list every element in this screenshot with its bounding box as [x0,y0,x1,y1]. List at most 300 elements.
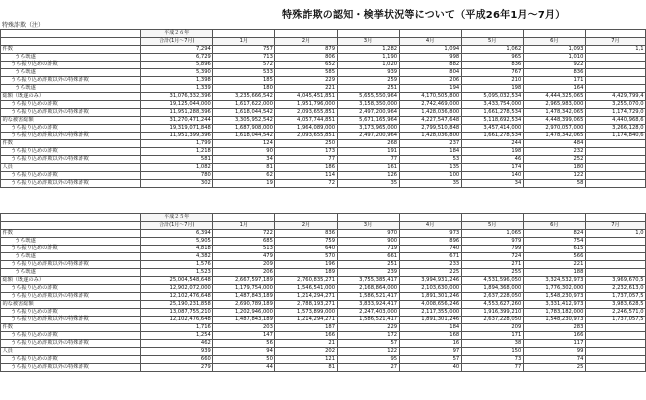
month-cell: 171 [461,332,523,340]
month-cell: 2,667,597,189 [213,277,275,285]
month-header: 5月 [461,221,523,229]
row-label: 人員 [1,348,141,356]
month-header: 1月 [213,221,275,229]
month-cell: 1,487,843,189 [213,316,275,324]
row-label: うち既遂 [1,85,141,93]
month-cell: 97 [399,348,461,356]
month-cell: 81 [213,164,275,172]
month-cell: 1,617,622,000 [213,101,275,109]
total-cell: 939 [141,348,213,356]
month-header: 4月 [399,221,461,229]
month-cell [585,69,645,77]
month-cell: 572 [213,61,275,69]
month-cell: 187 [275,324,337,332]
month-cell: 271 [461,261,523,269]
month-cell: 3,305,952,542 [213,116,275,124]
month-cell: 3,173,965,000 [337,124,399,132]
month-cell: 35 [337,179,399,187]
month-cell: 239 [337,269,399,277]
month-cell: 168 [399,332,461,340]
month-cell: 757 [213,45,275,53]
month-cell: 2,497,200,964 [337,108,399,116]
month-cell [585,164,645,172]
month-cell: 135 [399,164,461,172]
month-cell: 1,020 [337,61,399,69]
month-cell: 1,661,278,534 [461,132,523,140]
month-cell: 4,440,968,6 [585,116,645,124]
row-label: うち既遂 [1,253,141,261]
month-cell: 2,247,403,000 [337,308,399,316]
month-cell: 237 [399,140,461,148]
month-cell: 4,444,325,065 [523,93,585,101]
month-cell: 5,671,165,964 [337,116,399,124]
table-row [1,277,646,285]
month-header: 1月 [213,37,275,45]
month-cell: 46 [461,156,523,164]
month-cell: 2,690,789,189 [213,300,275,308]
month-cell: 2,970,057,000 [523,124,585,132]
month-cell: 1,546,541,000 [275,285,337,293]
table-row [1,269,646,277]
month-cell: 1,179,754,000 [213,285,275,293]
row-label: うち振り込めの詐欺 [1,332,141,340]
month-cell: 34 [213,156,275,164]
header-blank [399,30,461,38]
total-cell: 302 [141,179,213,187]
total-cell: 1,716 [141,324,213,332]
month-cell: 251 [337,261,399,269]
month-cell: 166 [275,332,337,340]
row-label: うち振り込め詐欺以外の特殊詐欺 [1,292,141,300]
row-label: 件数 [1,140,141,148]
month-cell: 180 [523,164,585,172]
month-cell: 147 [213,332,275,340]
header-blank [213,214,275,222]
month-cell: 4,057,744,851 [275,116,337,124]
row-label: うち振り込め詐欺以外の特殊詐欺 [1,179,141,187]
total-cell: 1,218 [141,148,213,156]
month-cell: 259 [337,77,399,85]
month-cell: 189 [275,269,337,277]
month-cell [585,156,645,164]
total-cell: 5,905 [141,237,213,245]
total-column-header: 合計(1月～7月) [141,221,213,229]
month-cell: 191 [337,148,399,156]
month-cell: 229 [275,77,337,85]
table-row [1,148,646,156]
month-cell: 2,497,200,964 [337,132,399,140]
month-cell: 2,965,983,000 [523,101,585,109]
month-cell: 1,776,302,000 [523,285,585,293]
month-cell: 1,1 [585,45,645,53]
table-row [1,93,646,101]
month-cell: 1,586,521,417 [337,316,399,324]
total-cell: 19,319,071,848 [141,124,213,132]
header-blank [461,30,523,38]
stats-table-2013 [0,213,646,372]
month-cell: 244 [461,140,523,148]
month-cell: 4,170,505,800 [399,93,461,101]
row-label: うち既遂 [1,237,141,245]
month-cell: 806 [275,53,337,61]
total-cell: 462 [141,340,213,348]
total-cell: 12,102,476,648 [141,316,213,324]
total-cell: 660 [141,356,213,364]
month-cell: 2,788,193,271 [275,300,337,308]
month-cell: 900 [337,237,399,245]
total-cell: 25,004,548,648 [141,277,213,285]
month-cell: 62 [213,172,275,180]
header-row [1,37,646,45]
header-blank [585,30,645,38]
table-row [1,108,646,116]
month-cell [585,148,645,156]
month-cell [585,253,645,261]
month-cell: 268 [337,140,399,148]
header-blank [399,214,461,222]
month-cell: 1,214,294,271 [275,316,337,324]
month-cell: 759 [275,237,337,245]
month-cell: 1,487,843,189 [213,292,275,300]
month-cell: 25 [523,363,585,371]
month-cell: 896 [399,237,461,245]
month-cell: 255 [461,269,523,277]
header-corner [1,214,141,222]
table-row [1,316,646,324]
total-cell: 5,390 [141,69,213,77]
total-cell: 1,398 [141,77,213,85]
row-label: うち振り込め詐欺以外の特殊詐欺 [1,132,141,140]
month-cell: 35 [399,179,461,187]
row-label: うち振り込めの詐欺 [1,245,141,253]
row-label: うち振り込め詐欺以外の特殊詐欺 [1,156,141,164]
table-row [1,340,646,348]
month-cell [585,363,645,371]
month-cell: 3,324,532,973 [523,277,585,285]
month-cell: 1,478,342,065 [523,132,585,140]
total-cell: 31,076,332,396 [141,93,213,101]
month-cell: 90 [213,148,275,156]
month-cell: 513 [213,245,275,253]
month-cell: 3,331,412,973 [523,300,585,308]
month-cell: 824 [523,229,585,237]
total-cell: 581 [141,156,213,164]
month-cell: 124 [213,140,275,148]
header-blank [213,30,275,38]
month-cell: 1,174,729,0 [585,108,645,116]
year-label: 平成２６年 [141,30,213,38]
month-cell: 5,095,032,534 [461,93,523,101]
month-cell: 194 [399,85,461,93]
total-cell: 1,082 [141,164,213,172]
month-cell [585,179,645,187]
row-label: うち既遂 [1,269,141,277]
month-cell: 2,637,228,050 [461,292,523,300]
month-cell: 252 [523,156,585,164]
total-cell: 25,190,231,858 [141,300,213,308]
total-cell: 1,523 [141,269,213,277]
month-cell [585,61,645,69]
header-blank [523,214,585,222]
month-cell: 1,0 [585,229,645,237]
month-cell: 2,742,469,000 [399,101,461,109]
month-cell: 117 [523,340,585,348]
month-cell: 250 [275,140,337,148]
month-cell: 4,008,656,246 [399,300,461,308]
row-label: うち振り込めの詐欺 [1,61,141,69]
month-cell: 2,799,510,848 [399,124,461,132]
table-row [1,332,646,340]
month-cell: 585 [275,69,337,77]
row-label: うち振り込めの詐欺 [1,148,141,156]
month-cell: 232 [523,148,585,156]
month-cell: 27 [337,363,399,371]
month-cell [585,324,645,332]
month-cell: 2,093,655,851 [275,108,337,116]
month-cell [585,77,645,85]
row-label: 人員 [1,164,141,172]
month-cell [585,269,645,277]
month-cell: 251 [337,85,399,93]
table-row [1,308,646,316]
month-cell: 799 [461,245,523,253]
month-cell: 882 [399,61,461,69]
row-label: うち振り込め詐欺以外の特殊詐欺 [1,316,141,324]
row-label: うち振り込めの詐欺 [1,356,141,364]
total-cell: 11,951,399,396 [141,132,213,140]
month-cell: 4,045,451,851 [275,93,337,101]
month-cell: 53 [399,156,461,164]
month-cell: 229 [337,324,399,332]
month-cell [585,85,645,93]
month-cell: 114 [275,172,337,180]
month-cell: 166 [523,332,585,340]
month-cell: 1,174,840,6 [585,132,645,140]
month-cell: 206 [399,77,461,85]
month-cell [585,348,645,356]
month-cell: 1,214,294,271 [275,292,337,300]
month-cell: 998 [399,53,461,61]
month-cell: 72 [275,179,337,187]
header-corner [1,30,141,38]
month-cell: 81 [275,363,337,371]
table-row [1,261,646,269]
month-cell: 56 [213,340,275,348]
month-cell: 180 [213,85,275,93]
month-cell: 126 [337,172,399,180]
month-cell: 1,190 [337,53,399,61]
total-cell: 6,729 [141,53,213,61]
month-cell: 16 [399,340,461,348]
table-row [1,124,646,132]
month-header: 2月 [275,37,337,45]
row-label: うち振り込めの詐欺 [1,124,141,132]
total-cell: 4,818 [141,245,213,253]
month-header: 4月 [399,37,461,45]
table-row [1,53,646,61]
month-cell: 661 [337,253,399,261]
month-cell: 184 [399,324,461,332]
table-row [1,348,646,356]
month-cell: 965 [461,53,523,61]
month-cell: 150 [461,348,523,356]
year-label: 平成２５年 [141,214,213,222]
month-cell: 1,891,301,246 [399,316,461,324]
month-cell: 283 [523,324,585,332]
table-row [1,45,646,53]
month-cell: 922 [523,61,585,69]
table-row [1,237,646,245]
month-cell: 671 [399,253,461,261]
month-cell: 50 [213,356,275,364]
month-cell: 1,737,057,5 [585,292,645,300]
total-column-header: 合計(1月～7月) [141,37,213,45]
row-label: うち振り込めの詐欺 [1,172,141,180]
month-cell: 652 [275,61,337,69]
month-cell: 1,478,342,065 [523,108,585,116]
month-cell: 233 [399,261,461,269]
month-cell [585,340,645,348]
month-cell: 484 [523,140,585,148]
month-cell: 121 [275,356,337,364]
month-cell: 570 [275,253,337,261]
month-cell: 203 [213,324,275,332]
month-cell: 221 [275,85,337,93]
month-cell: 5,655,550,964 [337,93,399,101]
month-cell: 4,553,627,260 [461,300,523,308]
total-cell: 7,294 [141,45,213,53]
header-corner [1,221,141,229]
month-cell: 3,266,128,0 [585,124,645,132]
row-label: 件数 [1,229,141,237]
month-cell [585,140,645,148]
month-cell: 5,118,692,534 [461,116,523,124]
table-row [1,324,646,332]
month-cell: 19 [213,179,275,187]
month-cell: 3,433,754,000 [461,101,523,109]
total-cell: 4,382 [141,253,213,261]
month-header: 3月 [337,221,399,229]
table-row [1,363,646,371]
month-cell: 1,618,044,542 [213,132,275,140]
month-cell: 2,637,228,050 [461,316,523,324]
month-cell: 1,891,301,246 [399,292,461,300]
month-cell: 2,117,355,000 [399,308,461,316]
total-cell: 5,896 [141,61,213,69]
month-cell: 1,010 [523,53,585,61]
month-cell: 722 [213,229,275,237]
month-cell: 1,687,908,000 [213,124,275,132]
table-row [1,85,646,93]
month-cell: 3,457,414,000 [461,124,523,132]
month-cell: 172 [337,332,399,340]
total-cell: 1,799 [141,140,213,148]
month-cell: 185 [213,77,275,85]
month-cell: 196 [275,261,337,269]
month-cell: 74 [523,356,585,364]
month-cell: 40 [399,363,461,371]
month-cell: 184 [399,148,461,156]
month-header: 7月 [585,37,645,45]
table-row [1,69,646,77]
total-cell: 31,270,471,244 [141,116,213,124]
month-cell: 4,448,399,065 [523,116,585,124]
month-cell: 73 [461,356,523,364]
row-label: うち既遂 [1,53,141,61]
table-row [1,77,646,85]
month-cell: 122 [337,348,399,356]
month-header: 3月 [337,37,399,45]
row-label: 総額（既遂のみ） [1,277,141,285]
month-cell: 210 [461,77,523,85]
total-cell: 1,576 [141,261,213,269]
month-cell: 94 [213,348,275,356]
table-row [1,116,646,124]
month-cell: 836 [275,229,337,237]
month-cell: 1,428,036,800 [399,108,461,116]
month-cell: 1,548,230,973 [523,292,585,300]
month-cell [585,332,645,340]
table-row [1,356,646,364]
table-row [1,292,646,300]
table-row [1,229,646,237]
month-cell: 533 [213,69,275,77]
month-cell: 164 [523,85,585,93]
month-cell: 566 [523,253,585,261]
month-header: 6月 [523,37,585,45]
total-cell: 279 [141,363,213,371]
total-cell: 12,902,072,000 [141,285,213,293]
row-label: 件数 [1,45,141,53]
stats-table-2014 [0,29,646,188]
month-cell: 3,235,666,542 [213,93,275,101]
row-label: うち振り込めの詐欺 [1,101,141,109]
row-label: うち振り込めの詐欺 [1,308,141,316]
total-cell: 6,394 [141,229,213,237]
month-cell: 2,760,835,271 [275,277,337,285]
month-cell: 2,168,864,000 [337,285,399,293]
header-row [1,214,646,222]
month-header: 5月 [461,37,523,45]
month-cell: 1,065 [461,229,523,237]
total-cell: 780 [141,172,213,180]
row-label: うち振り込め詐欺以外の特殊詐欺 [1,77,141,85]
month-cell: 1,573,899,000 [275,308,337,316]
row-label: うち振り込め詐欺以外の特殊詐欺 [1,261,141,269]
month-cell: 685 [213,237,275,245]
month-cell: 3,755,385,417 [337,277,399,285]
total-cell: 19,125,044,000 [141,101,213,109]
month-cell: 2,246,571,0 [585,308,645,316]
month-cell: 1,964,089,000 [275,124,337,132]
month-cell: 1,894,368,000 [461,285,523,293]
table-caption: 特殊詐欺（注） [2,22,45,29]
month-cell: 3,158,350,000 [337,101,399,109]
month-cell: 767 [461,69,523,77]
total-cell: 1,339 [141,85,213,93]
month-cell: 1,282 [337,45,399,53]
total-cell: 12,102,476,648 [141,292,213,300]
month-cell: 479 [213,253,275,261]
month-cell: 836 [461,61,523,69]
total-cell: 1,254 [141,332,213,340]
month-cell: 206 [213,269,275,277]
month-cell: 879 [275,45,337,53]
month-cell [585,53,645,61]
month-cell: 171 [523,77,585,85]
month-cell: 1,093 [523,45,585,53]
table-row [1,172,646,180]
